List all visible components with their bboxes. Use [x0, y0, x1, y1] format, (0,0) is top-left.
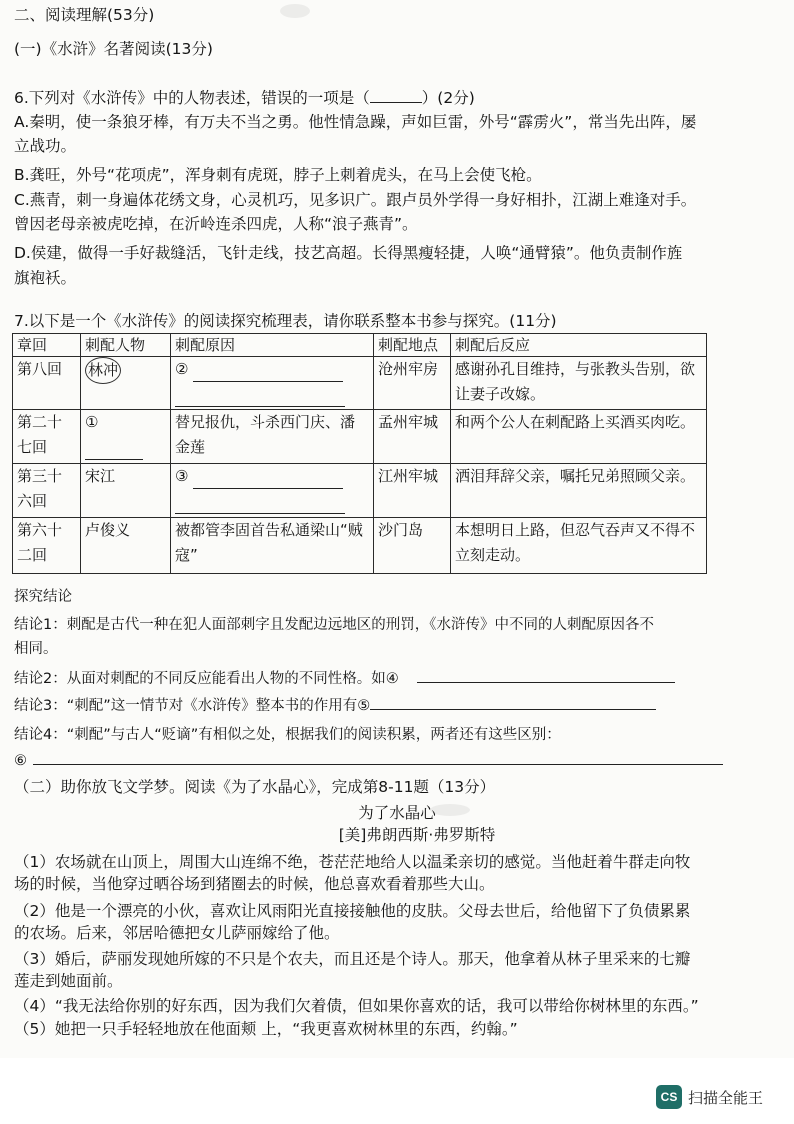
q6-option-c-line1: C.燕青，刺一身遍体花绣文身，心灵机巧，见多识广。跟卢员外学得一身好相扑，江湖上难逢对手。 — [14, 191, 697, 209]
table-header-cell: 刺配原因 — [171, 334, 374, 357]
answer-blank-6[interactable] — [33, 764, 723, 765]
table-header-cell: 章回 — [13, 334, 81, 357]
person-cell: 卢俊义 — [81, 518, 171, 574]
q6-option-b: B.龚旺，外号“花项虎”，浑身刺有虎斑，脖子上刺着虎头，在马上会使飞枪。 — [14, 166, 542, 184]
article-title: 为了水晶心 — [358, 804, 436, 822]
person-cell: 宋江 — [81, 464, 171, 518]
paragraph-3-line2: 莲走到她面前。 — [14, 972, 123, 990]
reaction-cell: 感谢孙孔目维持，与张教头告别，欲让妻子改嫁。 — [451, 357, 707, 410]
article-author: [美]弗朗西斯·弗罗斯特 — [338, 826, 496, 844]
reason-cell: 被都管李固首告私通梁山“贼寇” — [171, 518, 374, 574]
chapter-cell: 第二十七回 — [13, 410, 81, 464]
q7-stem: 7.以下是一个《水浒传》的阅读探究梳理表，请你联系整本书参与探究。(11分) — [14, 312, 557, 330]
reaction-cell: 本想明日上路，但忍气吞声又不得不立刻走动。 — [451, 518, 707, 574]
place-cell: 沙门岛 — [374, 518, 451, 574]
q6-stem-end: ）(2分) — [421, 89, 475, 107]
q6-option-d-line1: D.侯建，做得一手好裁缝活，飞针走线，技艺高超。长得黑瘦轻捷，人唤“通臂猿”。他负责制作旌 — [14, 244, 683, 262]
conclusion-1-line2: 相同。 — [14, 641, 58, 657]
answer-blank-1[interactable] — [85, 441, 143, 460]
q6-option-a-line2: 立战功。 — [14, 137, 77, 155]
place-cell: 江州牢城 — [374, 464, 451, 518]
paragraph-3-line1: （3）婚后，萨丽发现她所嫁的不只是个农夫，而且还是个诗人。那天，他拿着从林子里采来的七瓣 — [14, 950, 691, 968]
conclusion-3-text: 结论3：“刺配”这一情节对《水浒传》整本书的作用有⑤ — [14, 698, 371, 714]
conclusion-2 — [14, 668, 784, 690]
answer-blank-3[interactable] — [193, 470, 343, 489]
answer-blank-5[interactable] — [370, 709, 656, 710]
reason-cell — [171, 464, 374, 518]
blank-marker: ⑥ — [14, 753, 27, 769]
answer-blank-2[interactable] — [193, 363, 343, 382]
reason-cell — [171, 357, 374, 410]
answer-blank-4[interactable] — [417, 682, 675, 683]
table-header-cell: 刺配地点 — [374, 334, 451, 357]
paragraph-2-line2: 的农场。后来，邻居哈德把女儿萨丽嫁给了他。 — [14, 924, 340, 942]
paragraph-2-line1: （2）他是一个漂亮的小伙，喜欢让风雨阳光直接接触他的皮肤。父母去世后，给他留下了负债累累 — [14, 902, 691, 920]
table-row — [13, 357, 707, 410]
blank-marker: ③ — [175, 467, 189, 485]
table-row — [13, 410, 707, 464]
q7-table — [12, 333, 707, 574]
paragraph-5: （5）她把一只手轻轻地放在他面颊 上，“我更喜欢树林里的东西，约翰。” — [14, 1020, 518, 1038]
place-cell: 孟州牢城 — [374, 410, 451, 464]
answer-blank-2-cont[interactable] — [175, 388, 345, 407]
blank-marker: ① — [85, 413, 99, 431]
conclusion-3 — [14, 695, 784, 717]
reaction-cell: 洒泪拜辞父亲，嘱托兄弟照顾父亲。 — [451, 464, 707, 518]
chapter-cell: 第三十六回 — [13, 464, 81, 518]
conclusion-heading: 探究结论 — [14, 589, 72, 605]
blank-marker: ② — [175, 360, 189, 378]
q6-stem-text: 6.下列对《水浒传》中的人物表述，错误的一项是（ — [14, 89, 370, 107]
conclusion-4: 结论4：“刺配”与古人“贬谪”有相似之处，根据我们的阅读积累，两者还有这些区别： — [14, 727, 561, 743]
conclusion-1-line1: 结论1：刺配是古代一种在犯人面部刺字且发配边远地区的刑罚，《水浒传》中不同的人刺配原因各不 — [14, 617, 654, 633]
q6-option-c-line2: 曾因老母亲被虎吃掉，在沂岭连杀四虎，人称“浪子燕青”。 — [14, 215, 418, 233]
person-cell — [81, 357, 171, 410]
answer-blank-3-cont[interactable] — [175, 495, 345, 514]
conclusion-4-answer — [14, 750, 784, 772]
table-header-row — [13, 334, 707, 357]
paragraph-1-line1: （1）农场就在山顶上，周围大山连绵不绝，苍茫茫地给人以温柔亲切的感觉。当他赶着牛群走向牧 — [14, 853, 691, 871]
reason-cell: 替兄报仇，斗杀西门庆、潘金莲 — [171, 410, 374, 464]
place-cell: 沧州牢房 — [374, 357, 451, 410]
q6-answer-blank[interactable] — [370, 102, 422, 103]
section-title: 二、阅读理解(53分) — [14, 6, 155, 24]
camscanner-logo-icon: CS — [656, 1085, 682, 1109]
q6-stem — [14, 87, 784, 109]
table-header-cell: 刺配后反应 — [451, 334, 707, 357]
scanner-app-name: 扫描全能王 — [688, 1088, 764, 1107]
paragraph-4: （4）“我无法给你别的好东西，因为我们欠着债，但如果你喜欢的话，我可以带给你树林里的东西。” — [14, 997, 699, 1015]
chapter-cell: 第六十二回 — [13, 518, 81, 574]
part2-heading: （二）助你放飞文学梦。阅读《为了水晶心》，完成第8-11题（13分） — [14, 778, 496, 796]
q6-option-d-line2: 旗袍袄。 — [14, 269, 77, 287]
chapter-cell: 第八回 — [13, 357, 81, 410]
person-cell — [81, 410, 171, 464]
paragraph-1-line2: 场的时候，当他穿过晒谷场到猪圈去的时候，他总喜欢看着那些大山。 — [14, 875, 495, 893]
reaction-cell: 和两个公人在刺配路上买酒买肉吃。 — [451, 410, 707, 464]
q6-option-a-line1: A.秦明，使一条狼牙棒，有万夫不当之勇。他性情急躁，声如巨雷，外号“霹雳火”，常当先出阵，屡 — [14, 113, 697, 131]
scanner-watermark — [656, 1084, 763, 1110]
table-row — [13, 518, 707, 574]
part1-heading: (一)《水浒》名著阅读(13分) — [14, 40, 213, 58]
table-header-cell: 刺配人物 — [81, 334, 171, 357]
conclusion-2-text: 结论2：从面对刺配的不同反应能看出人物的不同性格。如④ — [14, 671, 399, 687]
person-linchong: 林冲 — [85, 357, 121, 384]
table-row — [13, 464, 707, 518]
